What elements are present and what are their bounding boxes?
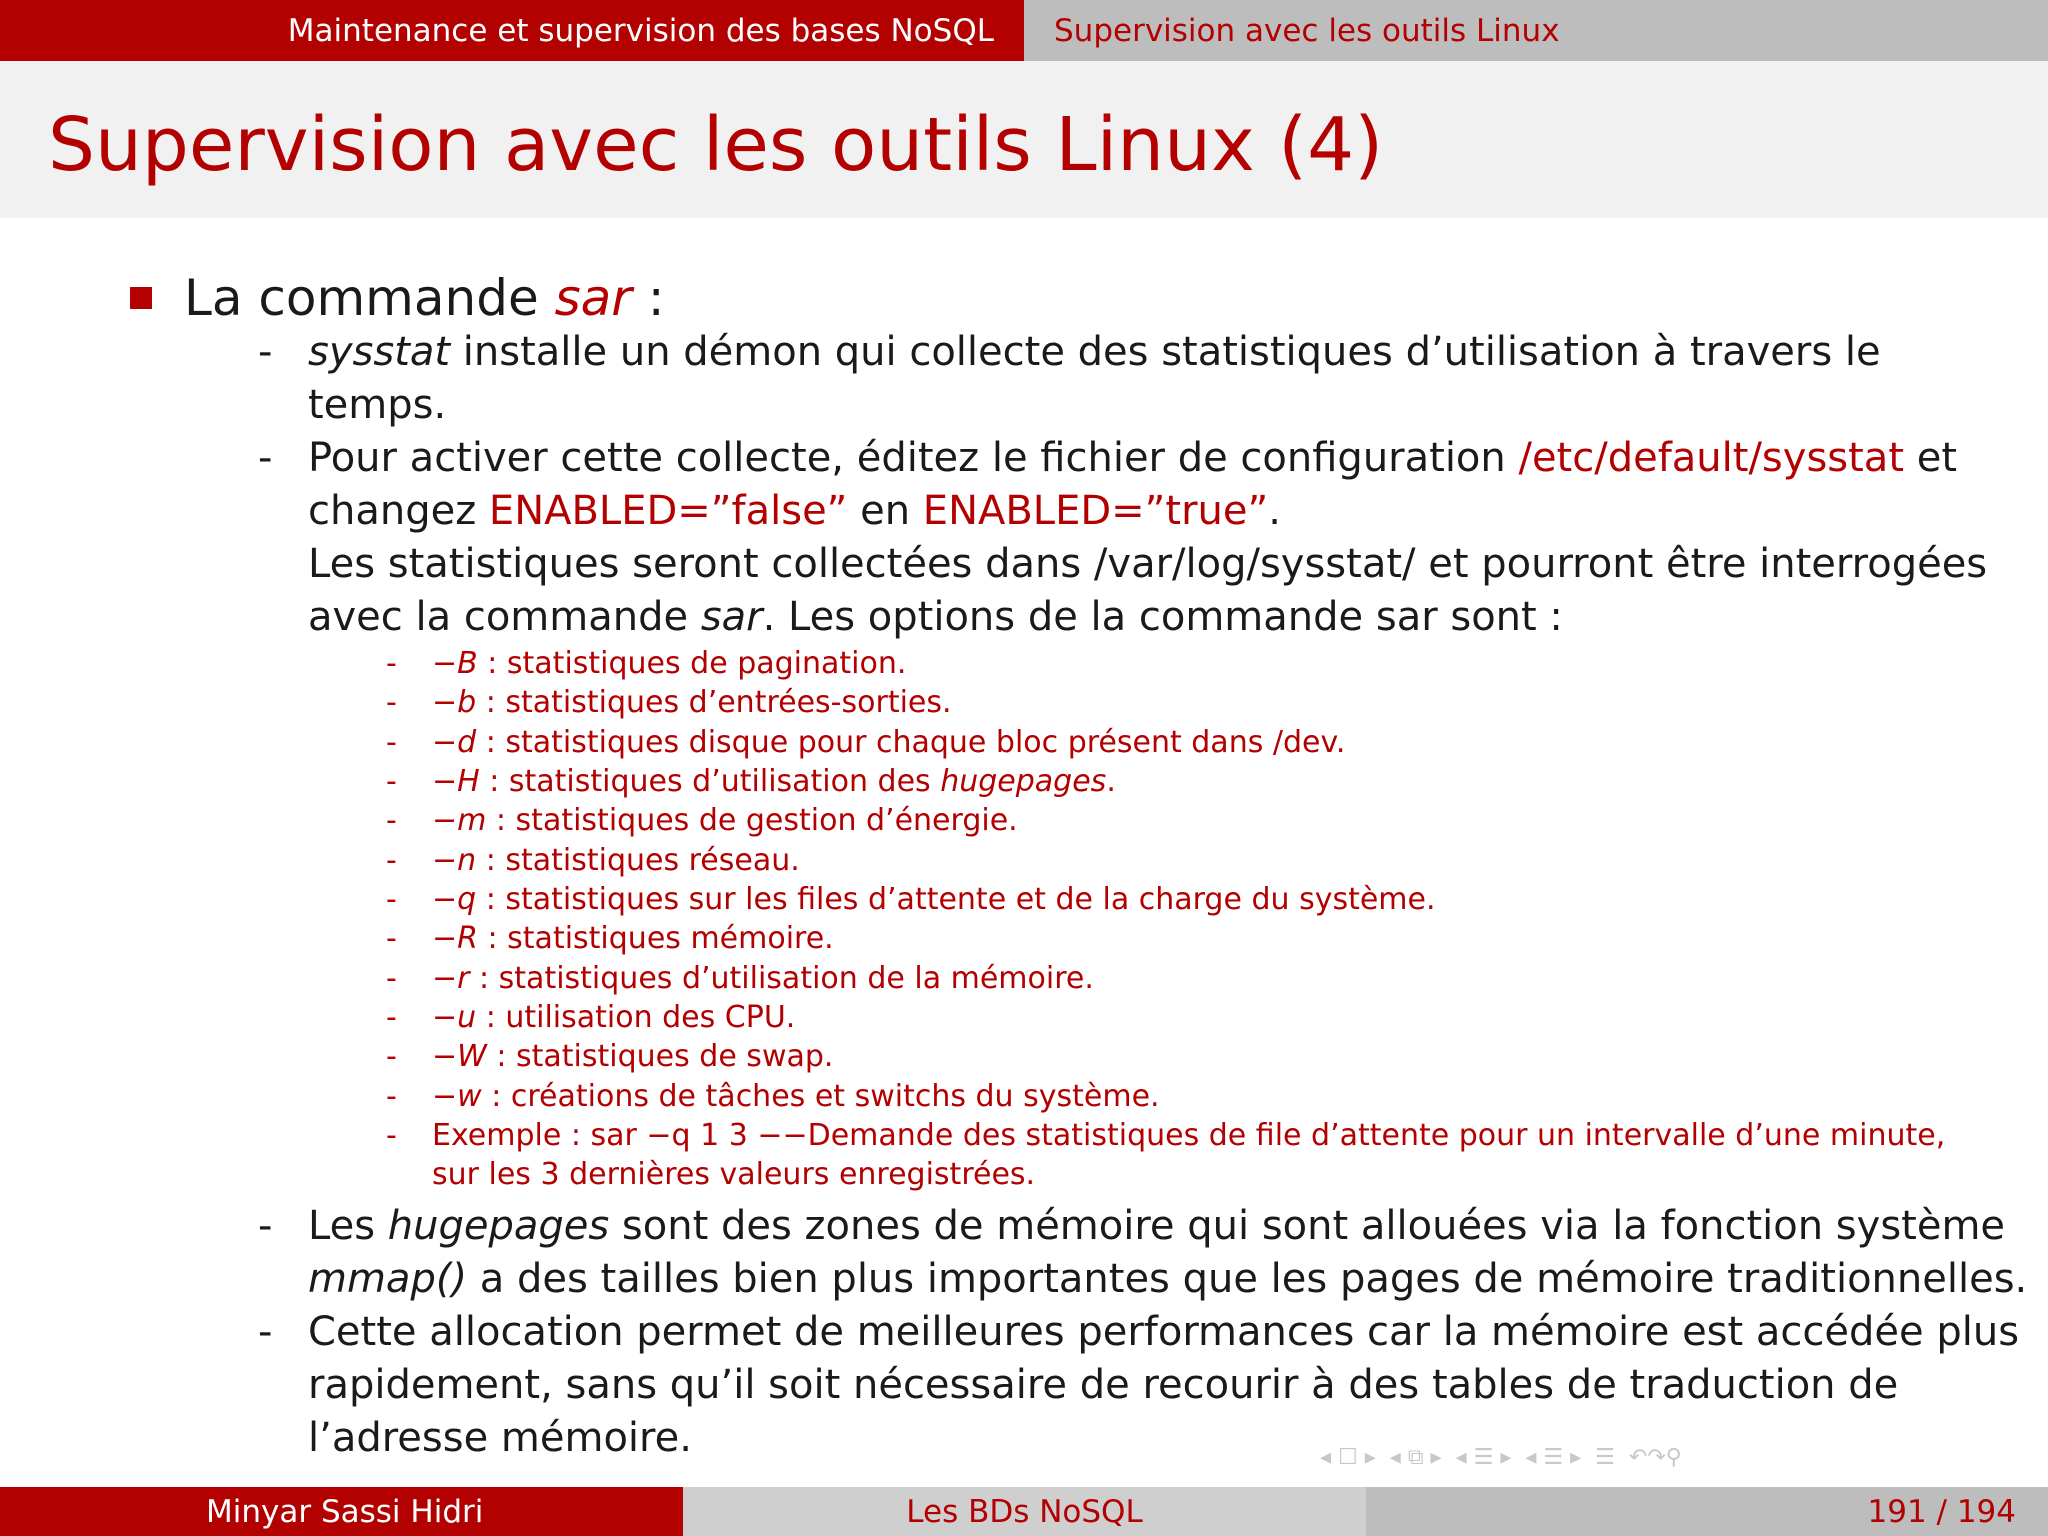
item-text: Les statistiques seront collectées dans /var/log/sysstat/ et pourront être interrogées	[308, 541, 1988, 587]
option-flag: −r	[432, 961, 470, 996]
option-flag: −B	[432, 646, 478, 681]
item-em: sysstat	[308, 329, 451, 375]
dash-bullet-icon: -	[386, 961, 397, 996]
option-text: .	[1106, 764, 1116, 799]
header-subsection[interactable]	[1024, 0, 2048, 61]
header-subsection-label: Supervision avec les outils Linux	[1054, 12, 1560, 49]
dash-bullet-icon: -	[386, 882, 397, 917]
title-bar	[0, 61, 2048, 218]
nav-frame-icon[interactable]: ◂ ☐ ▸	[1320, 1444, 1376, 1470]
option-flag: −q	[432, 882, 477, 917]
enabled-true: ENABLED=”true”	[922, 488, 1269, 534]
option-text: : statistiques mémoire.	[477, 921, 834, 956]
item-text: temps.	[308, 382, 447, 428]
item-text: changez	[308, 488, 489, 534]
option-text: : statistiques réseau.	[476, 843, 800, 878]
dash-bullet-icon: -	[386, 1000, 397, 1035]
option-text: : créations de tâches et switchs du système.	[481, 1079, 1160, 1114]
config-path: /etc/default/sysstat	[1518, 435, 1904, 481]
dash-bullet-icon: -	[386, 921, 397, 956]
header-section-label: Maintenance et supervision des bases NoSQL	[287, 12, 994, 49]
option-text: : statistiques sur les files d’attente et de la charge du système.	[476, 882, 1436, 917]
item-em: sar	[700, 594, 763, 640]
option-text: : statistiques de pagination.	[477, 646, 907, 681]
option-text: : statistiques de swap.	[486, 1039, 834, 1074]
item-text: en	[847, 488, 923, 534]
option-text: : statistiques disque pour chaque bloc présent dans /dev.	[476, 725, 1346, 760]
footer-author	[0, 1487, 683, 1536]
nav-toc-icon[interactable]: ☰	[1595, 1444, 1615, 1470]
dash-bullet-icon: -	[386, 646, 397, 681]
footer-bar	[0, 1487, 2048, 1536]
item-text: et	[1904, 435, 1958, 481]
nav-section-icon[interactable]: ◂ ☰ ▸	[1455, 1444, 1512, 1470]
dash-bullet-icon: -	[386, 685, 397, 720]
option-text: : statistiques de gestion d’énergie.	[486, 803, 1018, 838]
option-flag: −H	[432, 764, 480, 799]
option-text: : statistiques d’utilisation des	[479, 764, 941, 799]
enabled-false: ENABLED=”false”	[488, 488, 848, 534]
dash-bullet-icon: -	[258, 1309, 273, 1355]
bullet-sar-command	[130, 268, 665, 328]
nav-search-icon[interactable]: ↶↷⚲	[1628, 1444, 1682, 1470]
bullet-term: sar	[554, 269, 632, 327]
item-em: mmap()	[308, 1256, 468, 1302]
option-flag: −b	[432, 685, 477, 720]
option-text: : statistiques d’entrées-sorties.	[476, 685, 952, 720]
square-bullet-icon	[130, 287, 152, 309]
bullet-suffix: :	[631, 269, 665, 327]
item-text: Les	[308, 1203, 388, 1249]
item-em: hugepages	[387, 1203, 610, 1249]
dash-bullet-icon: -	[386, 803, 397, 838]
option-flag: −m	[432, 803, 487, 838]
nav-appendix-icon[interactable]: ◂ ☰ ▸	[1525, 1444, 1582, 1470]
bullet-prefix: La commande	[184, 269, 555, 327]
dash-bullet-icon: -	[386, 764, 397, 799]
item-text: Pour activer cette collecte, éditez le fichier de configuration	[308, 435, 1519, 481]
example-text: Exemple : sar −q 1 3 −−Demande des statistiques de file d’attente pour un intervalle d’une minute,	[432, 1118, 1946, 1153]
slide-title: Supervision avec les outils Linux (4)	[48, 102, 1384, 188]
footer-course-label: Les BDs NoSQL	[906, 1493, 1143, 1530]
dash-bullet-icon: -	[386, 1039, 397, 1074]
footer-course	[683, 1487, 1366, 1536]
option-flag: −W	[432, 1039, 487, 1074]
option-flag: −R	[432, 921, 478, 956]
option-text: : utilisation des CPU.	[476, 1000, 796, 1035]
footer-author-label: Minyar Sassi Hidri	[206, 1493, 484, 1530]
item-text: a des tailles bien plus importantes que les pages de mémoire traditionnelles.	[467, 1256, 2028, 1302]
item-text: l’adresse mémoire.	[308, 1415, 692, 1461]
item-text: sont des zones de mémoire qui sont allouées via la fonction système	[609, 1203, 2006, 1249]
nav-subsection-icon[interactable]: ◂ ⧉ ▸	[1389, 1444, 1442, 1470]
dash-bullet-icon: -	[258, 329, 273, 375]
item-text: .	[1268, 488, 1281, 534]
example-text: sur les 3 dernières valeurs enregistrées.	[432, 1157, 1036, 1192]
dash-bullet-icon: -	[386, 1079, 397, 1114]
footer-page-number	[1366, 1487, 2048, 1536]
header-bar	[0, 0, 2048, 61]
header-section[interactable]	[0, 0, 1024, 61]
option-text: : statistiques d’utilisation de la mémoire.	[469, 961, 1094, 996]
option-flag: −n	[432, 843, 477, 878]
item-text: installe un démon qui collecte des statistiques d’utilisation à travers le	[450, 329, 1881, 375]
option-em: hugepages	[940, 764, 1107, 799]
item-text: avec la commande	[308, 594, 701, 640]
item-text: Cette allocation permet de meilleures performances car la mémoire est accédée plus	[308, 1309, 2020, 1355]
dash-bullet-icon: -	[386, 725, 397, 760]
dash-bullet-icon: -	[386, 843, 397, 878]
dash-bullet-icon: -	[386, 1118, 397, 1153]
navigation-bar	[1320, 1440, 2030, 1474]
item-text: . Les options de la commande sar sont :	[762, 594, 1563, 640]
item-text: rapidement, sans qu’il soit nécessaire de recourir à des tables de traduction de	[308, 1362, 1899, 1408]
dash-bullet-icon: -	[258, 1203, 273, 1249]
option-flag: −w	[432, 1079, 482, 1114]
dash-bullet-icon: -	[258, 435, 273, 481]
option-flag: −u	[432, 1000, 477, 1035]
option-flag: −d	[432, 725, 477, 760]
footer-page-label: 191 / 194	[1867, 1493, 2016, 1530]
